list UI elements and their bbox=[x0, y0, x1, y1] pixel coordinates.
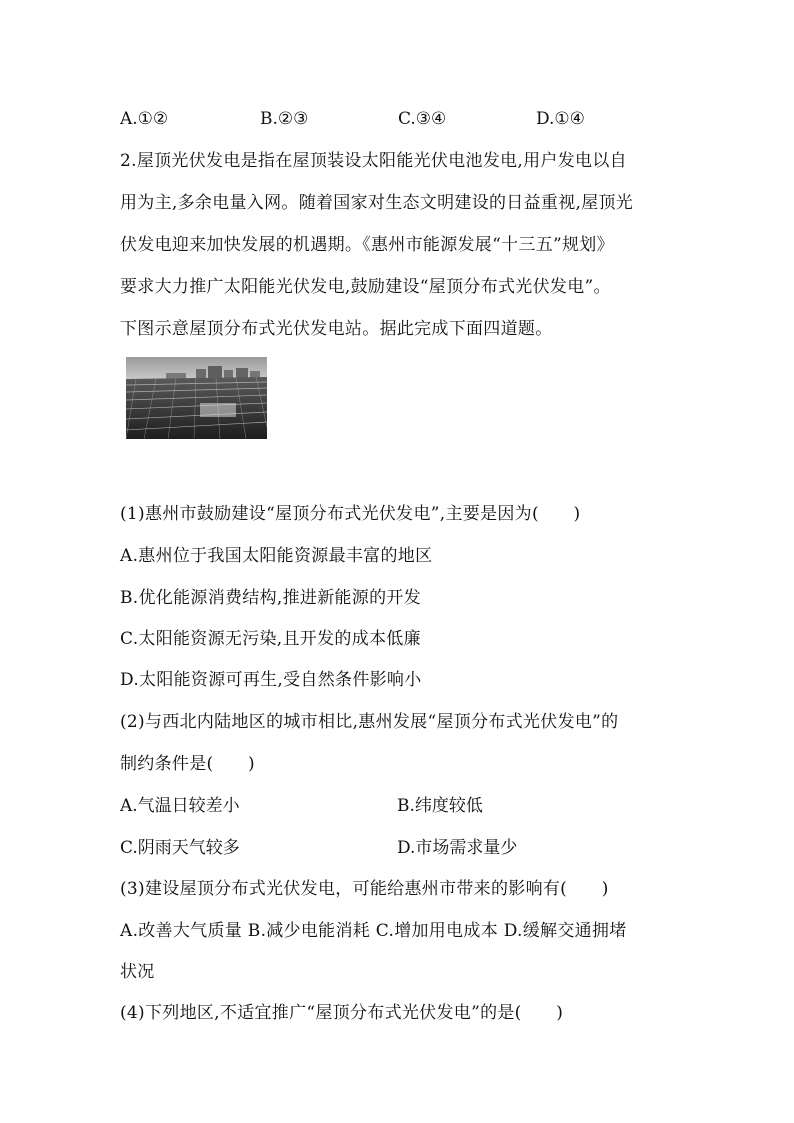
rooftop-solar-panels-photo bbox=[126, 357, 267, 439]
sub2-option-a: A.气温日较差小 bbox=[120, 796, 240, 816]
sub1-option-c: C.太阳能资源无污染,且开发的成本低廉 bbox=[120, 629, 421, 649]
option-c: C.③④ bbox=[398, 109, 447, 129]
sub3-options-line-2: 状况 bbox=[120, 962, 155, 982]
sub2-option-b: B.纬度较低 bbox=[397, 796, 483, 816]
sub3-options-line-1: A.改善大气质量 B.减少电能消耗 C.增加用电成本 D.缓解交通拥堵 bbox=[120, 921, 627, 941]
q2-intro-line-4: 要求大力推广太阳能光伏发电,鼓励建设“屋顶分布式光伏发电”。 bbox=[120, 277, 611, 297]
sub1-option-b: B.优化能源消费结构,推进新能源的开发 bbox=[120, 588, 421, 608]
sub1-stem: (1)惠州市鼓励建设“屋顶分布式光伏发电”,主要是因为( ) bbox=[120, 504, 581, 524]
sub2-option-d: D.市场需求量少 bbox=[397, 838, 518, 858]
option-b: B.②③ bbox=[260, 109, 309, 129]
sub3-stem: (3)建设屋顶分布式光伏发电，可能给惠州市带来的影响有( ) bbox=[120, 879, 609, 899]
sub1-option-d: D.太阳能资源可再生,受自然条件影响小 bbox=[120, 670, 422, 690]
sub4-stem: (4)下列地区,不适宜推广“屋顶分布式光伏发电”的是( ) bbox=[120, 1003, 564, 1023]
q2-intro-line-2: 用为主,多余电量入网。随着国家对生态文明建设的日益重视,屋顶光 bbox=[120, 193, 634, 213]
sub2-stem-line-1: (2)与西北内陆地区的城市相比,惠州发展“屋顶分布式光伏发电”的 bbox=[120, 712, 619, 732]
q2-intro-line-1: 2.屋顶光伏发电是指在屋顶装设太阳能光伏电池发电,用户发电以自 bbox=[120, 151, 627, 171]
q2-intro-line-3: 伏发电迎来加快发展的机遇期。《惠州市能源发展“十三五”规划》 bbox=[120, 235, 614, 255]
sub2-stem-line-2: 制约条件是( ) bbox=[120, 754, 255, 774]
option-d: D.①④ bbox=[536, 109, 585, 129]
sub2-option-c: C.阴雨天气较多 bbox=[120, 838, 240, 858]
q2-intro-line-5: 下图示意屋顶分布式光伏发电站。据此完成下面四道题。 bbox=[120, 319, 553, 339]
option-a: A.①② bbox=[120, 109, 169, 129]
sub1-option-a: A.惠州位于我国太阳能资源最丰富的地区 bbox=[120, 546, 433, 566]
